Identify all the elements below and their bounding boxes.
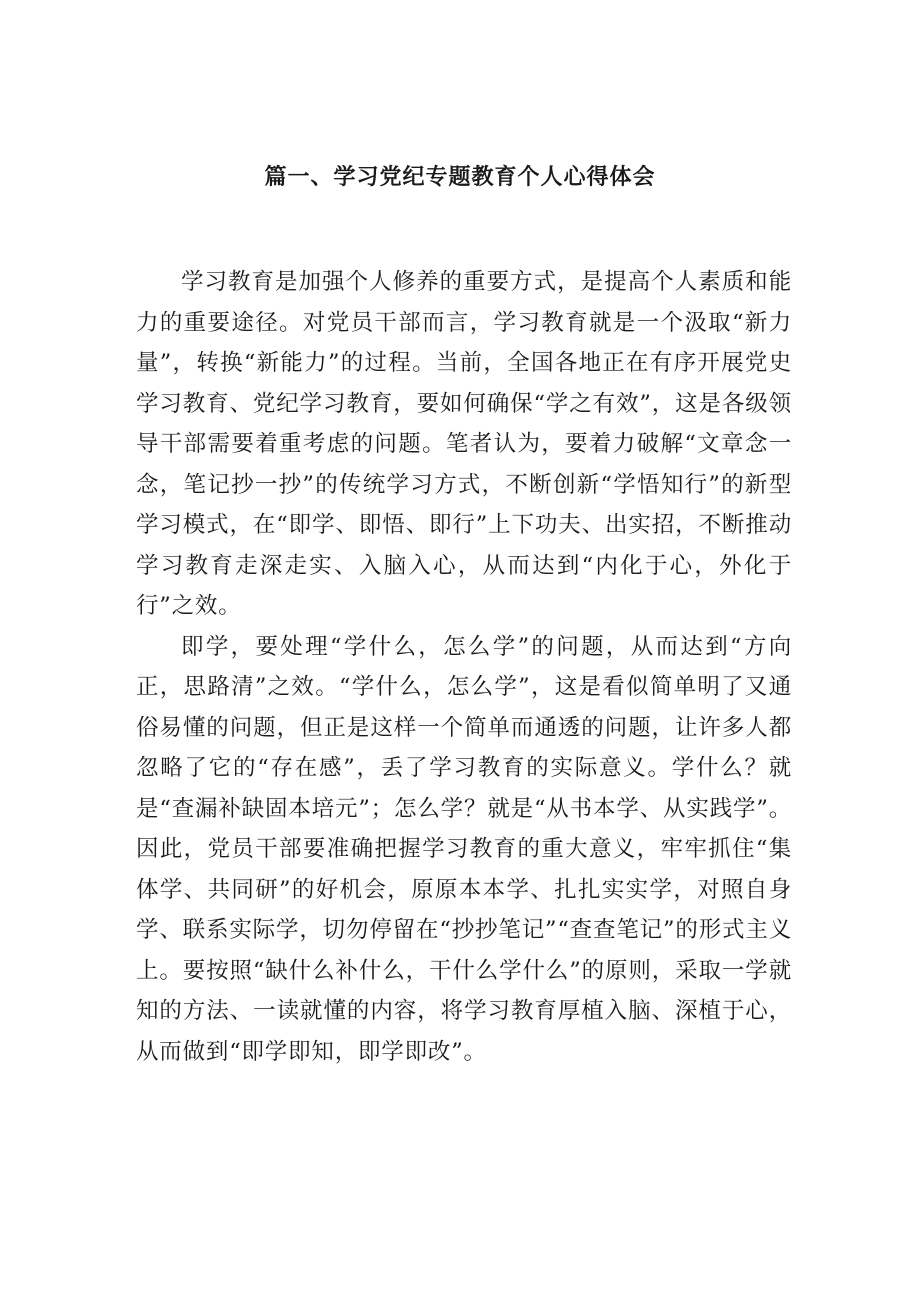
document-title: 篇一、学习党纪专题教育个人心得体会 bbox=[264, 165, 656, 190]
paragraph-2: 即学，要处理“学什么，怎么学”的问题，从而达到“方向正，思路清”之效。“学什么，怎么学”，这是看似简单明了又通俗易懂的问题，但正是这样一个简单而通透的问题，让许多人都忽略了它的“存在感”，丢了学习教育的实际意义。学什么？就是“查漏补缺固本培元”；怎么学？就是“从书本学、从实践学”。因此，党员干部要准确把握学习教育的重大意义，牢牢抓住“集体学、共同研”的好机会，原原本本学、扎扎实实学，对照自身学、联系实际学，切勿停留在“抄抄笔记”“查查笔记”的形式主义上。要按照“缺什么补什么，干什么学什么”的原则，采取一学就知的方法、一读就懂的内容，将学习教育厚植入脑、深植于心，从而做到“即学即知，即学即改”。 bbox=[136, 633, 792, 1065]
paragraph-1: 学习教育是加强个人修养的重要方式，是提高个人素质和能力的重要途径。对党员干部而言，学习教育就是一个汲取“新力量”，转换“新能力”的过程。当前，全国各地正在有序开展党史学习教育、党纪学习教育，要如何确保“学之有效”，这是各级领导干部需要着重考虑的问题。笔者认为，要着力破解“文章念一念，笔记抄一抄”的传统学习方式，不断创新“学悟知行”的新型学习模式，在“即学、即悟、即行”上下功夫、出实招，不断推动学习教育走深走实、入脑入心，从而达到“内化于心，外化于行”之效。 bbox=[136, 269, 792, 619]
document-body bbox=[136, 262, 792, 1072]
